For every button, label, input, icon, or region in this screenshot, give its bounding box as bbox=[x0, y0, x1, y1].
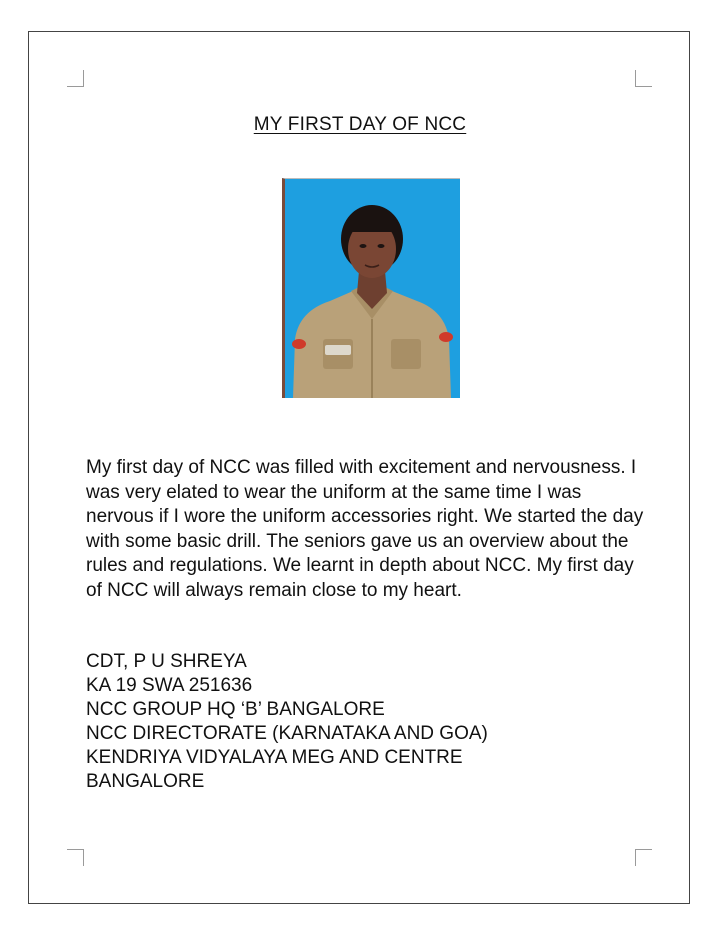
signature-block bbox=[86, 650, 646, 794]
signature-line: KENDRIYA VIDYALAYA MEG AND CENTRE bbox=[86, 747, 463, 768]
cadet-photo bbox=[282, 178, 460, 398]
signature-line: BANGALORE bbox=[86, 771, 205, 792]
right-shoulder-badge bbox=[439, 332, 453, 342]
left-eye bbox=[360, 244, 367, 248]
signature-line: CDT, P U SHREYA bbox=[86, 651, 247, 672]
signature-line: NCC GROUP HQ ‘B’ BANGALORE bbox=[86, 699, 385, 720]
cadet-portrait-image bbox=[285, 179, 460, 398]
left-shoulder-badge bbox=[292, 339, 306, 349]
margin-corner-bottom-right bbox=[635, 849, 652, 866]
margin-corner-bottom-left bbox=[67, 849, 84, 866]
margin-corner-top-right bbox=[635, 70, 652, 87]
name-plate bbox=[325, 345, 351, 355]
document-page bbox=[28, 31, 690, 904]
document-title: MY FIRST DAY OF NCC bbox=[253, 114, 467, 135]
right-pocket bbox=[391, 339, 421, 369]
signature-line: KA 19 SWA 251636 bbox=[86, 675, 253, 696]
right-eye bbox=[378, 244, 385, 248]
signature-line: NCC DIRECTORATE (KARNATAKA AND GOA) bbox=[86, 723, 488, 744]
margin-corner-top-left bbox=[67, 70, 84, 87]
body-paragraph: My first day of NCC was filled with excitement and nervousness. I was very elated to wear the uniform at the same time I was nervous if I wore the uniform accessories right. We started the day with some basic drill. The seniors gave us an overview about the rules and regulations. We learnt in depth about NCC. My first day of NCC will always remain close to my heart. bbox=[86, 457, 644, 601]
hair-fringe bbox=[347, 219, 397, 232]
